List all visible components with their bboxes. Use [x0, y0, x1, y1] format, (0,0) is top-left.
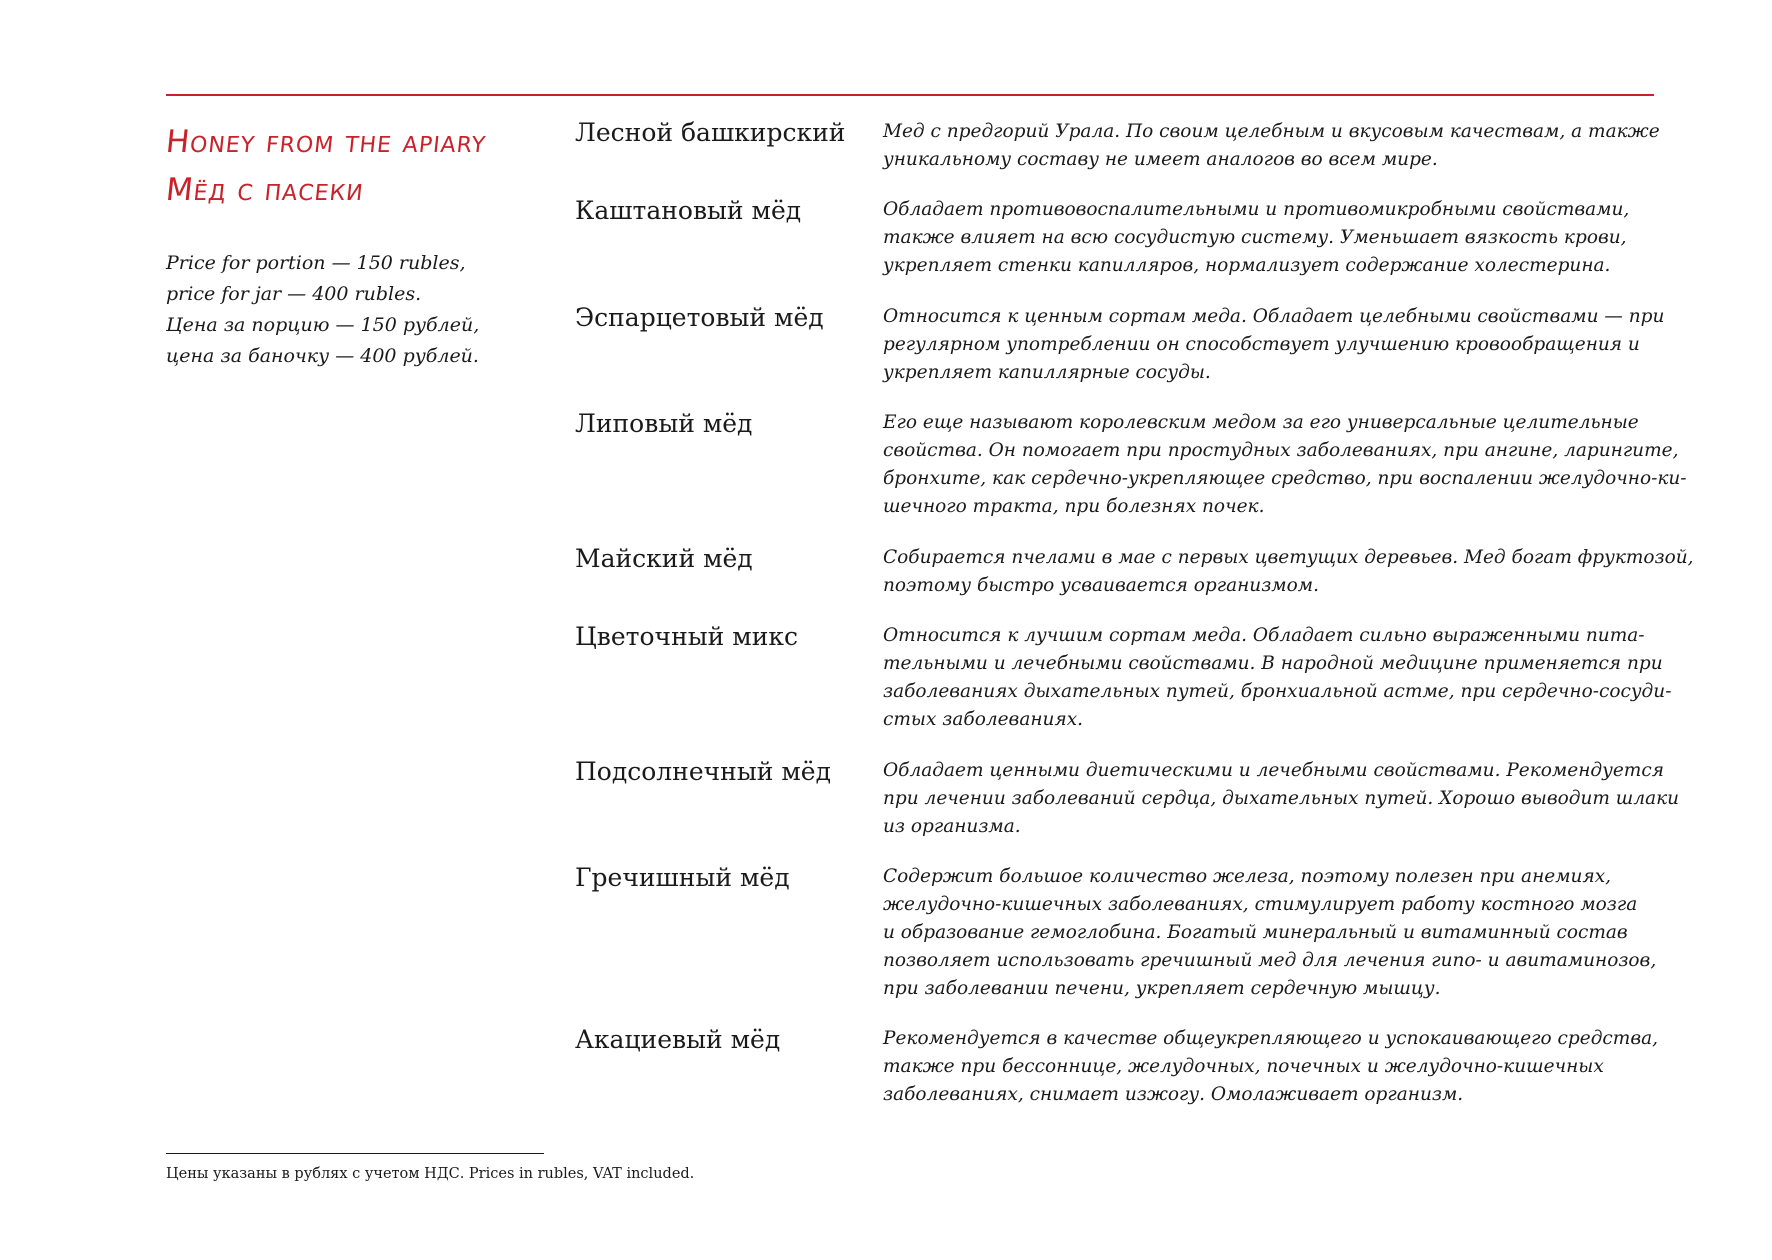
- honey-item-description: [883, 409, 1687, 521]
- description-line: Содержит большое количество железа, поэтому полезен при анемиях,: [883, 866, 1612, 887]
- honey-item-name: Акациевый мёд: [575, 1025, 781, 1054]
- honey-item-name: Лесной башкирский: [575, 118, 846, 147]
- description-line: из организма.: [883, 816, 1021, 837]
- honey-item-name: Эспарцетовый мёд: [575, 303, 824, 332]
- honey-item-description: [883, 757, 1680, 841]
- honey-item-name: Подсолнечный мёд: [575, 757, 831, 786]
- description-line: стых заболеваниях.: [883, 709, 1084, 730]
- footnote-divider: [166, 1153, 544, 1154]
- description-line: Обладает противовоспалительными и противомикробными свойствами,: [883, 199, 1630, 220]
- description-line: Собирается пчелами в мае с первых цветущих деревьев. Мед богат фруктозой,: [883, 547, 1694, 568]
- description-line: желудочно-кишечных заболеваниях, стимулирует работу костного мозга: [883, 894, 1638, 915]
- description-line: шечного тракта, при болезнях почек.: [883, 496, 1265, 517]
- honey-item-name: Липовый мёд: [575, 409, 753, 438]
- section-header: [166, 118, 526, 372]
- description-line: бронхите, как сердечно-укрепляющее средство, при воспалении желудочно-ки-: [883, 468, 1687, 489]
- honey-item-description: [883, 303, 1665, 387]
- footnote: Цены указаны в рублях с учетом НДС. Prices in rubles, VAT included.: [166, 1166, 695, 1182]
- description-line: поэтому быстро усваивается организмом.: [883, 575, 1319, 596]
- honey-item-description: [883, 622, 1672, 734]
- section-title-ru: Мёд с пасеки: [164, 172, 366, 208]
- honey-item-description: [883, 863, 1657, 1003]
- description-line: Рекомендуется в качестве общеукрепляющего и успокаивающего средства,: [883, 1028, 1659, 1049]
- honey-item-description: [883, 544, 1694, 600]
- honey-item-description: [883, 1025, 1659, 1109]
- description-line: уникальному составу не имеет аналогов во всем мире.: [883, 149, 1438, 170]
- description-line: при заболевании печени, укрепляет сердечную мышцу.: [883, 978, 1441, 999]
- description-line: Обладает ценными диетическими и лечебными свойствами. Рекомендуется: [883, 760, 1664, 781]
- honey-item-description: [883, 196, 1653, 280]
- price-note-line: цена за баночку — 400 рублей.: [166, 345, 479, 367]
- description-line: позволяет использовать гречишный мед для лечения гипо- и авитаминозов,: [883, 950, 1657, 971]
- description-line: также при бессоннице, желудочных, почечных и желудочно-кишечных: [883, 1056, 1604, 1077]
- description-line: Относится к ценным сортам меда. Обладает целебными свойствами — при: [883, 306, 1665, 327]
- section-title-en: Honey from the apiary: [164, 124, 489, 160]
- description-line: укрепляет стенки капилляров, нормализует содержание холестерина.: [883, 255, 1611, 276]
- honey-item-name: Цветочный микс: [575, 622, 798, 651]
- description-line: также влияет на всю сосудистую систему. Уменьшает вязкость крови,: [883, 227, 1627, 248]
- description-line: свойства. Он помогает при простудных заболеваниях, при ангине, ларингите,: [883, 440, 1679, 461]
- description-line: Мед с предгорий Урала. По своим целебным и вкусовым качествам, а также: [883, 121, 1660, 142]
- description-line: заболеваниях дыхательных путей, бронхиальной астме, при сердечно-сосуди-: [883, 681, 1672, 702]
- price-note: [166, 248, 526, 372]
- price-note-line: Цена за порцию — 150 рублей,: [166, 314, 480, 336]
- description-line: укрепляет капиллярные сосуды.: [883, 362, 1211, 383]
- price-note-line: Price for portion — 150 rubles,: [166, 252, 466, 274]
- honey-item-name: Майский мёд: [575, 544, 753, 573]
- description-line: тельными и лечебными свойствами. В народной медицине применяется при: [883, 653, 1663, 674]
- description-line: регулярном употреблении он способствует улучшению кровообращения и: [883, 334, 1640, 355]
- description-line: и образование гемоглобина. Богатый минеральный и витаминный состав: [883, 922, 1628, 943]
- honey-item-name: Гречишный мёд: [575, 863, 790, 892]
- description-line: при лечении заболеваний сердца, дыхательных путей. Хорошо выводит шлаки: [883, 788, 1680, 809]
- top-divider: [166, 94, 1654, 96]
- section-title: [166, 118, 526, 214]
- honey-item-name: Каштановый мёд: [575, 196, 802, 225]
- description-line: Относится к лучшим сортам меда. Обладает сильно выраженными пита-: [883, 625, 1645, 646]
- honey-item-description: [883, 118, 1660, 174]
- description-line: заболеваниях, снимает изжогу. Омолаживает организм.: [883, 1084, 1464, 1105]
- description-line: Его еще называют королевским медом за его универсальные целительные: [883, 412, 1639, 433]
- price-note-line: price for jar — 400 rubles.: [166, 283, 422, 305]
